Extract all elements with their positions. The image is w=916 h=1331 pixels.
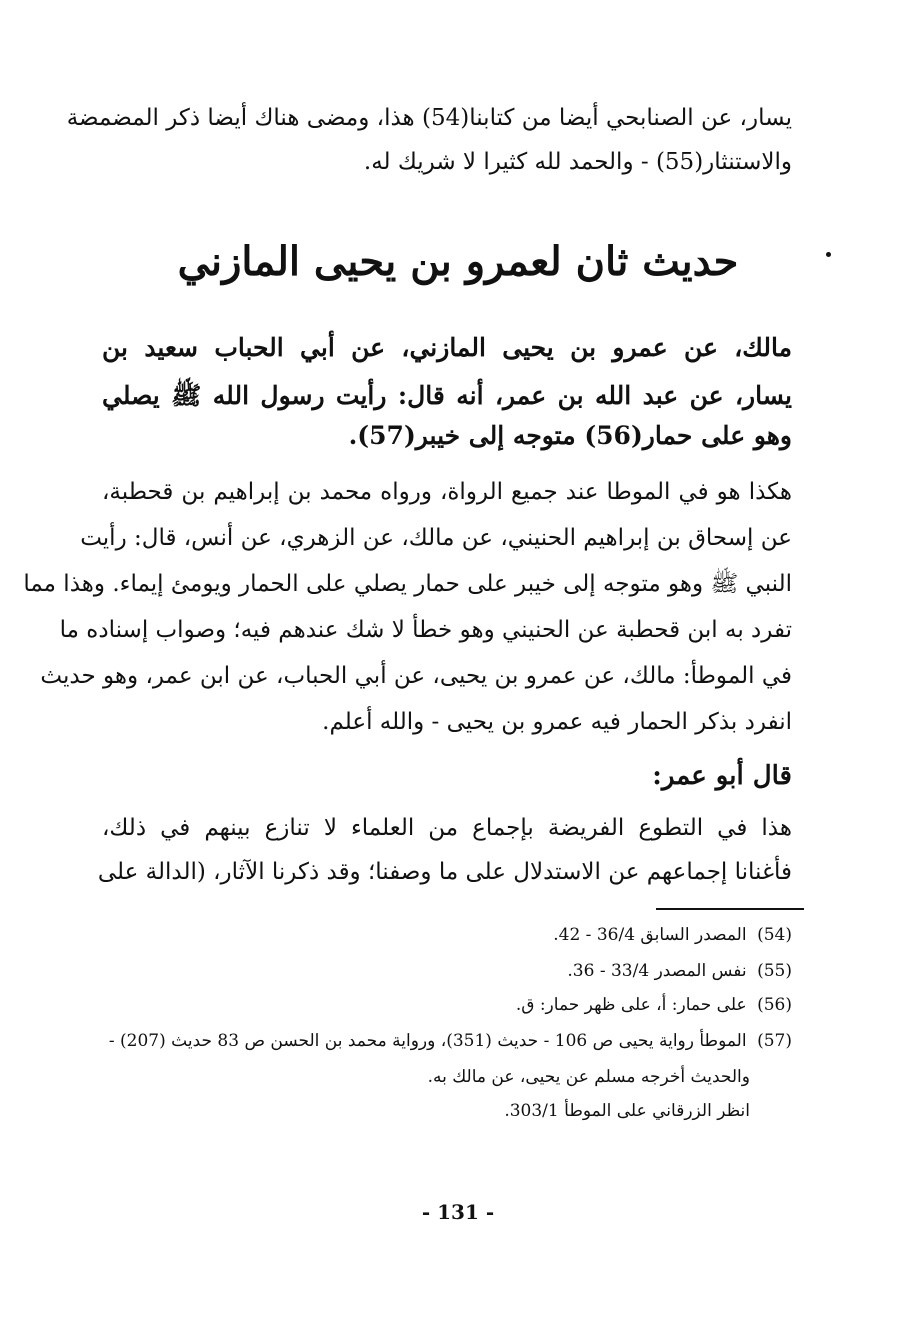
footnote-57 <box>72 1026 792 1056</box>
footnote-text: على حمار: أ، على ظهر حمار: ق. <box>515 995 747 1015</box>
footnote-number: (57) <box>757 1031 792 1051</box>
footnote-55 <box>72 956 792 986</box>
footnote-57-cont-2: انظر الزرقاني على الموطأ 303/1. <box>504 1101 750 1121</box>
footnote-54 <box>72 920 792 950</box>
commentary-line-2: عن إسحاق بن إبراهيم الحنيني، عن مالك، عن الزهري، عن أنس، قال: رأيت <box>80 525 792 551</box>
subheading-abu-umar: قال أبو عمر: <box>652 761 792 791</box>
commentary-line-3: النبي ﷺ وهو متوجه إلى خيبر على حمار يصلي على الحمار ويومئ إيماء. وهذا مما <box>23 571 792 597</box>
page-number: - 131 - <box>421 1200 495 1224</box>
intro-line-1: يسار، عن الصنابحي أيضا من كتابنا(54) هذا، ومضى هناك أيضا ذكر المضمضة <box>66 105 792 131</box>
commentary-line-4: تفرد به ابن قحطبة عن الحنيني وهو خطأ لا شك عندهم فيه؛ وصواب إسناده ما <box>59 617 792 643</box>
footnote-text: الموطأ رواية يحيى ص 106 - حديث (351)، ورواية محمد بن الحسن ص 83 حديث (207) - <box>108 1031 747 1051</box>
hadith-line-1: مالك، عن عمرو بن يحيى المازني، عن أبي الحباب سعيد بن <box>102 333 792 362</box>
section-heading: حديث ثان لعمرو بن يحيى المازني <box>177 238 739 285</box>
footnote-number: (54) <box>757 925 792 945</box>
intro-line-2: والاستنثار(55) - والحمد لله كثيرا لا شريك له. <box>363 149 792 175</box>
footnote-separator <box>656 908 804 910</box>
closing-line-1: هذا في التطوع الفريضة بإجماع من العلماء لا تنازع بينهم في ذلك، <box>102 815 792 841</box>
hadith-line-3: وهو على حمار(56) متوجه إلى خيبر(57). <box>348 421 792 450</box>
commentary-line-5: في الموطأ: مالك، عن عمرو بن يحيى، عن أبي الحباب، عن ابن عمر، وهو حديث <box>40 663 792 689</box>
footnote-text: نفس المصدر 33/4 - 36. <box>567 961 747 981</box>
footnote-number: (55) <box>757 961 792 981</box>
footnote-57-cont-1: والحديث أخرجه مسلم عن يحيى، عن مالك به. <box>427 1067 750 1087</box>
footnote-number: (56) <box>757 995 792 1015</box>
footnote-text: المصدر السابق 36/4 - 42. <box>553 925 747 945</box>
hadith-line-2: يسار، عن عبد الله بن عمر، أنه قال: رأيت رسول الله ﷺ يصلي <box>102 381 792 410</box>
commentary-line-6: انفرد بذكر الحمار فيه عمرو بن يحيى - والله أعلم. <box>322 709 792 735</box>
footnote-56 <box>72 990 792 1020</box>
closing-line-2: فأغنانا إجماعهم عن الاستدلال على ما وصفنا؛ وقد ذكرنا الآثار، (الدالة على <box>97 859 792 885</box>
commentary-line-1: هكذا هو في الموطا عند جميع الرواة، ورواه محمد بن إبراهيم بن قحطبة، <box>102 479 792 505</box>
